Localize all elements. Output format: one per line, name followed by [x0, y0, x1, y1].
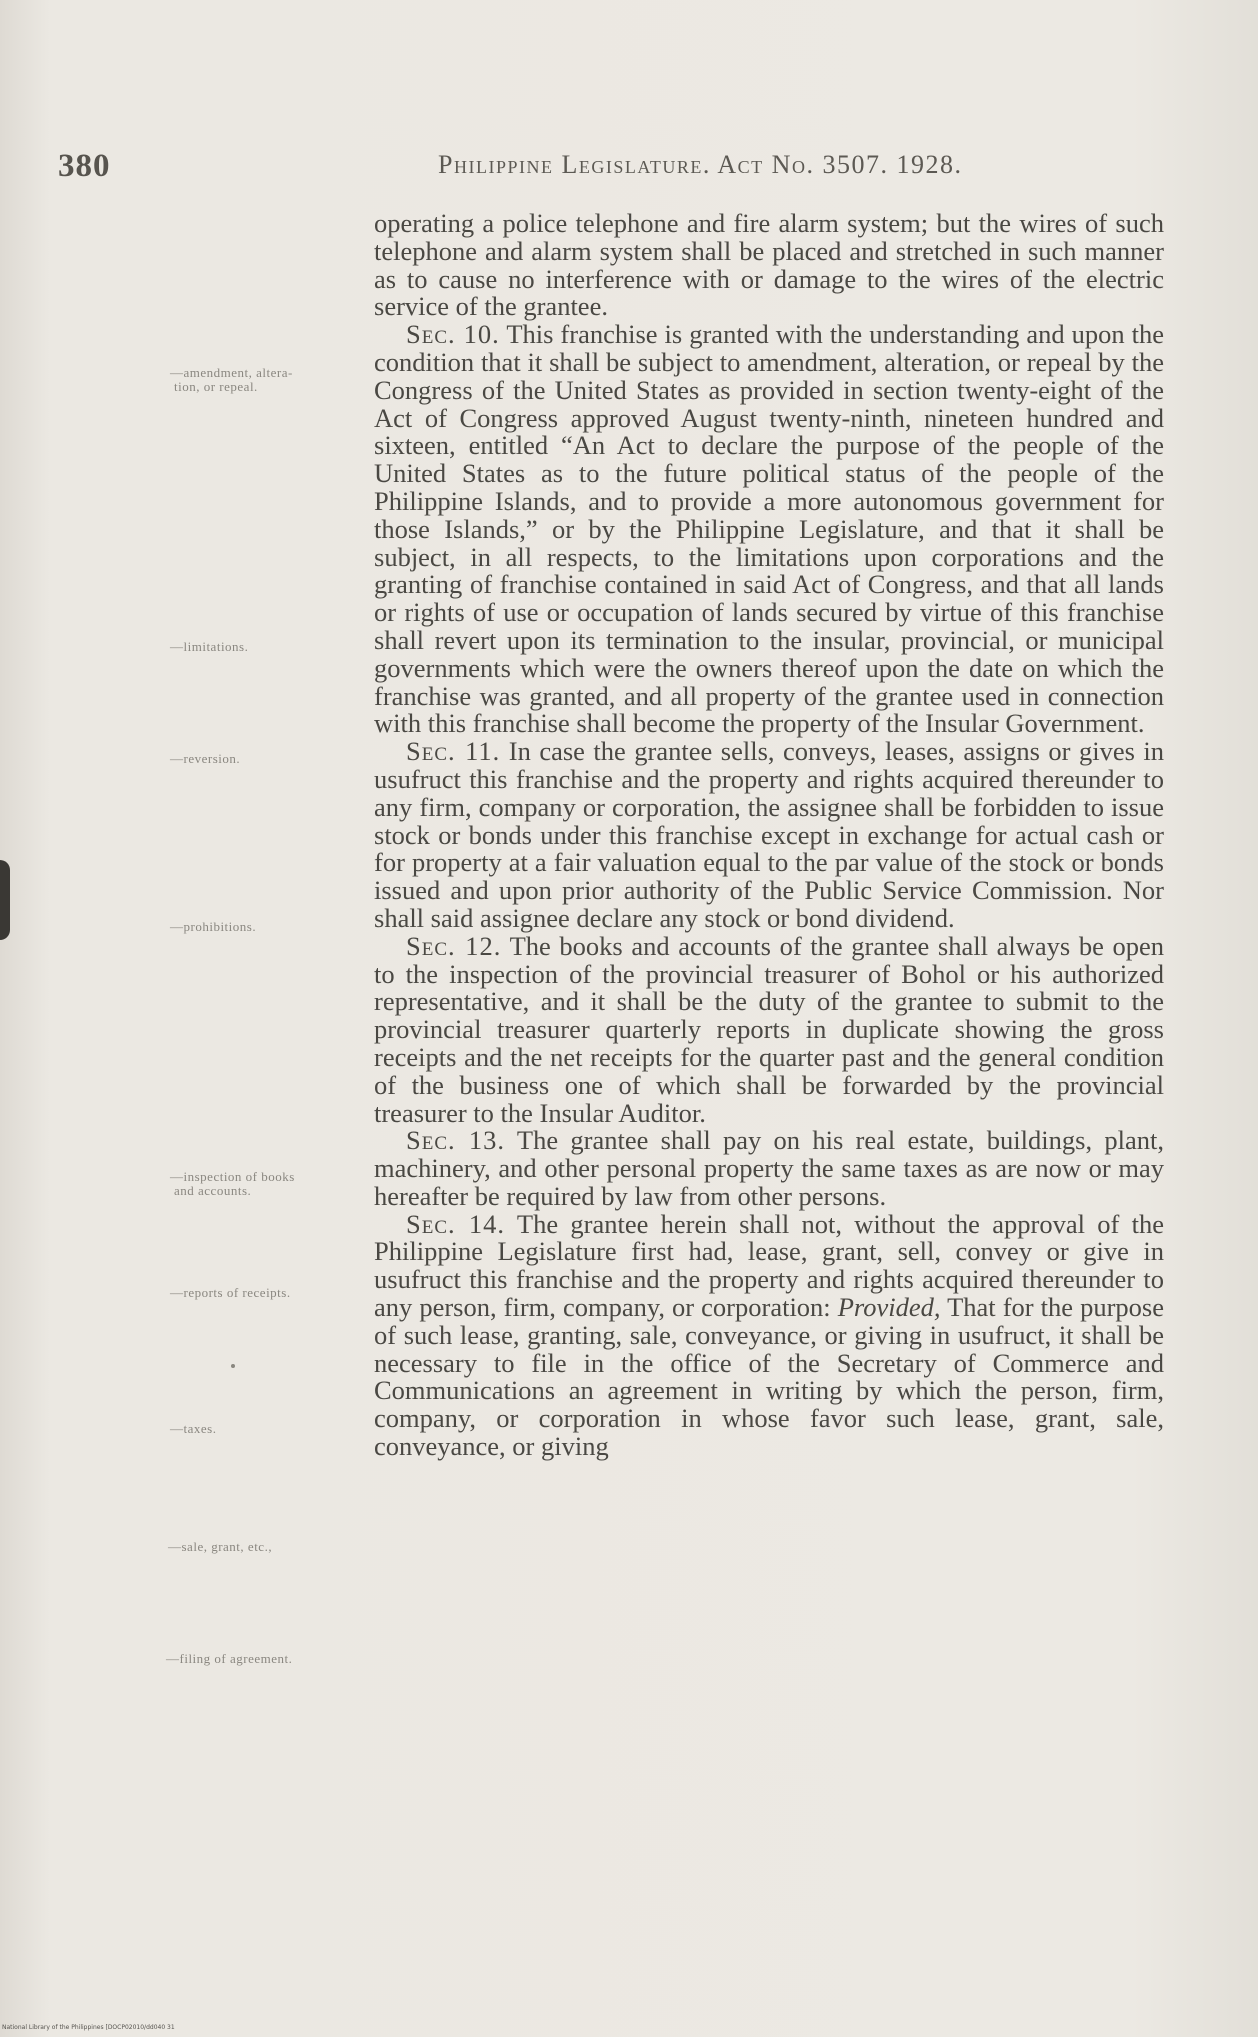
marginal-note: —taxes. — [170, 1421, 217, 1436]
marginal-note: —filing of agreement. — [166, 1651, 293, 1666]
ink-speck — [231, 1364, 235, 1368]
paragraph-text: The grantee shall pay on his real estate, buildings, plant, machinery, and other personal property the same taxes as are now or may hereafter be required by law from other persons. — [374, 1125, 1164, 1211]
section-13 — [374, 1127, 1164, 1210]
marginal-note: —reports of receipts. — [170, 1285, 291, 1300]
section-11 — [374, 738, 1164, 933]
marginal-note: —sale, grant, etc., — [168, 1539, 273, 1554]
marginal-note: and accounts. — [174, 1183, 252, 1198]
section-label: Sec. 13. — [406, 1125, 506, 1156]
section-14 — [374, 1208, 1164, 1462]
binding-shadow — [0, 860, 10, 940]
section-12 — [374, 930, 1164, 1128]
paragraph-text: That for the purpose of such lease, granting, sale, conveyance, or giving in usufruct, it shall be necessary to file in the office of the Secretary of Commerce and Communications an agreement in writing by which the person, firm, company, or corporation in whose favor such lease, grant, sale, conveyance, or giving — [374, 1292, 1164, 1462]
paragraph-text: The grantee herein shall not, without the approval of the Philippine Legislature first had, lease, grant, sell, convey or give in usufruct this franchise and the property and rights acquired thereunder to any person, firm, company, or corporation: — [374, 1208, 1164, 1323]
section-10 — [374, 321, 1164, 738]
scan-footer: National Library of the Philippines [DOCP02010/dd040 31 — [2, 2024, 175, 2031]
section-label: Sec. 10. — [406, 319, 500, 350]
paragraph-text: operating a police telephone and fire alarm system; but the wires of such telephone and alarm system shall be placed and stretched in such manner as to cause no interference with or damage to the wires of the electric service of the grantee. — [374, 208, 1164, 322]
paragraph-text: This franchise is granted with the understanding and upon the condition that it shall be subject to amendment, alteration, or repeal by the Congress of the United States as provided in section twenty-eight of the Act of Congress approved August twenty-ninth, nineteen hundred and sixteen, entitled “An Act to declare the purpose of the people of the United States as to the future political status of the people of the Philippine Islands, and to provide a more autonomous government for those Islands,” or by the Philippine Legislature, and that it shall be subject, in all respects, to the limitations upon corporations and the granting of franchise contained in said Act of Congress, and that all lands or rights of use or occupation of lands secured by virtue of this franchise shall revert upon its termination to the insular, provincial, or municipal governments which were the owners thereof upon the date on which the franchise was granted, and all property of the grantee used in connection with this franchise shall become the property of the Insular Government. — [374, 319, 1164, 739]
marginal-note: —prohibitions. — [170, 919, 257, 934]
paragraph-continuation — [374, 210, 1164, 321]
page-number: 380 — [58, 148, 111, 184]
marginal-note: —reversion. — [170, 751, 241, 766]
marginal-note: —amendment, altera- — [170, 365, 293, 380]
running-head: Philippine Legislature. Act No. 3507. 1928. — [438, 150, 963, 179]
section-label: Sec. 14. — [406, 1208, 506, 1239]
section-label: Sec. 12. — [406, 930, 502, 961]
marginal-note: —inspection of books — [170, 1169, 295, 1184]
paragraph-text: The books and accounts of the grantee shall always be open to the inspection of the provincial treasurer of Bohol or his authorized representative, and it shall be the duty of the grantee to submit to the provincial treasurer quarterly reports in duplicate showing the gross receipts and the net receipts for the quarter past and the general condition of the business one of which shall be forwarded by the provincial treasurer to the Insular Auditor. — [374, 930, 1164, 1128]
marginal-note: tion, or repeal. — [174, 379, 258, 394]
proviso-italic: Provided, — [837, 1292, 941, 1323]
section-label: Sec. 11. — [406, 736, 501, 767]
body-text — [374, 210, 1164, 1461]
marginal-note: —limitations. — [170, 639, 249, 654]
paragraph-text: In case the grantee sells, conveys, leases, assigns or gives in usufruct this franchise and the property and rights acquired thereunder to any firm, company or corporation, the assignee shall be forbidden to issue stock or bonds under this franchise except in exchange for actual cash or for property at a fair valuation equal to the par value of the stock or bonds issued and upon prior authority of the Public Service Commission. Nor shall said assignee declare any stock or bond dividend. — [374, 736, 1164, 933]
